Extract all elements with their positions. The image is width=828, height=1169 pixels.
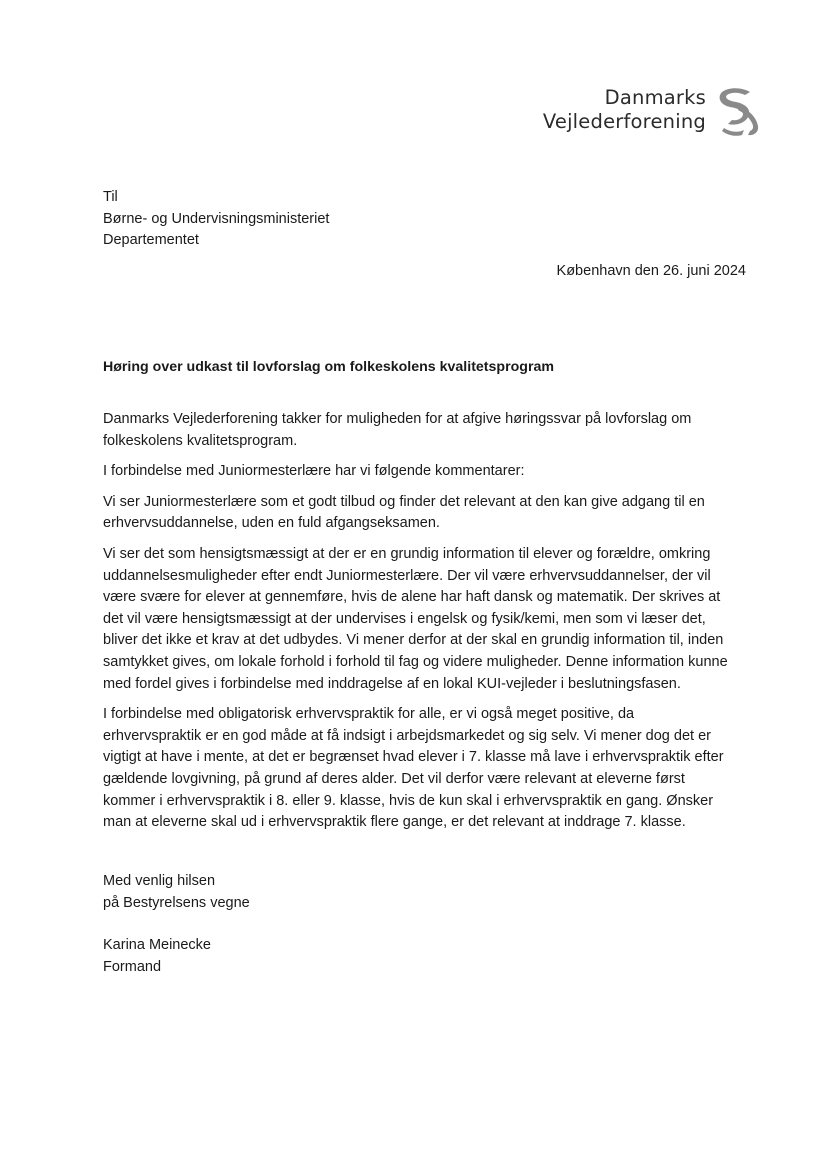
logo-line-2: Vejlederforening <box>542 110 706 133</box>
body-paragraph-4: Vi ser det som hensigtsmæssigt at der er en grundig information til elever og forældre, omkring uddannelsesmuligheder efter endt Juniormesterlære. Der vil være erhvervsuddannelser, der vil være svære for elever at gennemføre, hvis de alene har haft dansk og matematik. Der skrives at det vil være hensigtsmæssigt at der undervises i engelsk og fysik/kemi, men som vi læser det, bliver det ikke et krav at det udbydes. Vi mener derfor at der skal en grundig information til, inden samtykket gives, om lokale forhold i forhold til fag og videre muligheder. Denne information kunne med fordel gives i forbindelse med inddragelse af en lokal KUI-vejleder i beslutningsfasen. <box>103 545 728 692</box>
signer-title: Formand <box>103 958 162 975</box>
letter-date: København den 26. juni 2024 <box>556 263 746 279</box>
letter-subject: Høring over udkast til lovforslag om folkeskolens kvalitetsprogram <box>103 359 554 375</box>
recipient-line-2: Børne- og Undervisningsministeriet <box>103 210 330 227</box>
signature-block <box>103 935 211 978</box>
closing-line-1: Med venlig hilsen <box>103 873 216 889</box>
organization-logo <box>542 86 768 142</box>
recipient-line-3: Departementet <box>103 232 199 248</box>
letter-body <box>103 409 728 843</box>
logo-swirl-icon <box>714 86 760 138</box>
closing-block <box>103 871 250 914</box>
body-paragraph-1: Danmarks Vejlederforening takker for muligheden for at afgive høringssvar på lovforslag om folkeskolens kvalitetsprogram. <box>103 411 692 449</box>
body-paragraph-5: I forbindelse med obligatorisk erhvervspraktik for alle, er vi også meget positive, da erhvervspraktik er en god måde at få indsigt i arbejdsmarkedet og sig selv. Vi mener dog det er vigtigt at have i mente, at det er begrænset hvad elever i 7. klasse må lave i erhvervspraktik efter gældende lovgivning, på grund af deres alder. Det vil derfor være relevant at eleverne først kommer i erhvervspraktik i 8. eller 9. klasse, hvis de kun skal i erhvervspraktik en gang. Ønsker man at eleverne skal ud i erhvervspraktik flere gange, er det relevant at inddrage 7. klasse. <box>103 706 724 831</box>
closing-line-2: på Bestyrelsens vegne <box>103 894 250 911</box>
signer-name: Karina Meinecke <box>103 937 211 953</box>
body-paragraph-3: Vi ser Juniormesterlære som et godt tilbud og finder det relevant at den kan give adgang til en erhvervsuddannelse, uden en fuld afgangseksamen. <box>103 493 705 532</box>
recipient-line-1: Til <box>103 189 118 205</box>
body-paragraph-2: I forbindelse med Juniormesterlære har vi følgende kommentarer: <box>103 463 525 480</box>
logo-line-1: Danmarks <box>604 86 706 109</box>
recipient-block <box>103 187 329 252</box>
logo-wordmark <box>543 86 706 134</box>
